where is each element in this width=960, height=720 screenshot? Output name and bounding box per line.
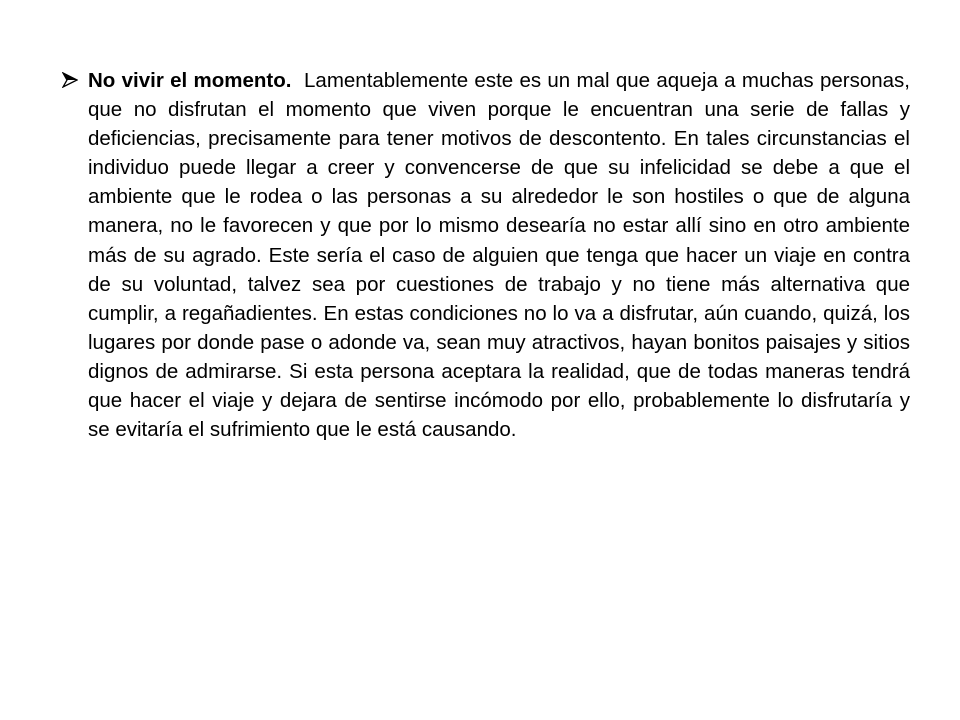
bullet-item — [62, 66, 910, 444]
bullet-paragraph — [88, 66, 910, 444]
bullet-body: Lamentablemente este es un mal que aqueja a muchas personas, que no disfrutan el momento que viven porque le encuentran una serie de fallas y deficiencias, precisamente para tener motivos de descontento. En tales circunstancias el individuo puede llegar a creer y convencerse de que su infelicidad se debe a que el ambiente que le rodea o las personas a su alrededor le son hostiles o que de alguna manera, no le favorecen y que por lo mismo desearía no estar allí sino en otro ambiente más de su agrado. Este sería el caso de alguien que tenga que hacer un viaje en contra de su voluntad, talvez sea por cuestiones de trabajo y no tiene más alternativa que cumplir, a regañadientes. En estas condiciones no lo va a disfrutar, aún cuando, quizá, los lugares por donde pase o adonde va, sean muy atractivos, hayan bonitos paisajes y sitios dignos de admirarse. Si esta persona aceptara la realidad, que de todas maneras tendrá que hacer el viaje y dejara de sentirse incómodo por ello, probablemente lo disfrutaría y se evitaría el sufrimiento que le está causando. — [88, 69, 910, 442]
arrow-bullet-icon — [62, 72, 78, 88]
bullet-heading: No vivir el momento. — [88, 69, 292, 92]
